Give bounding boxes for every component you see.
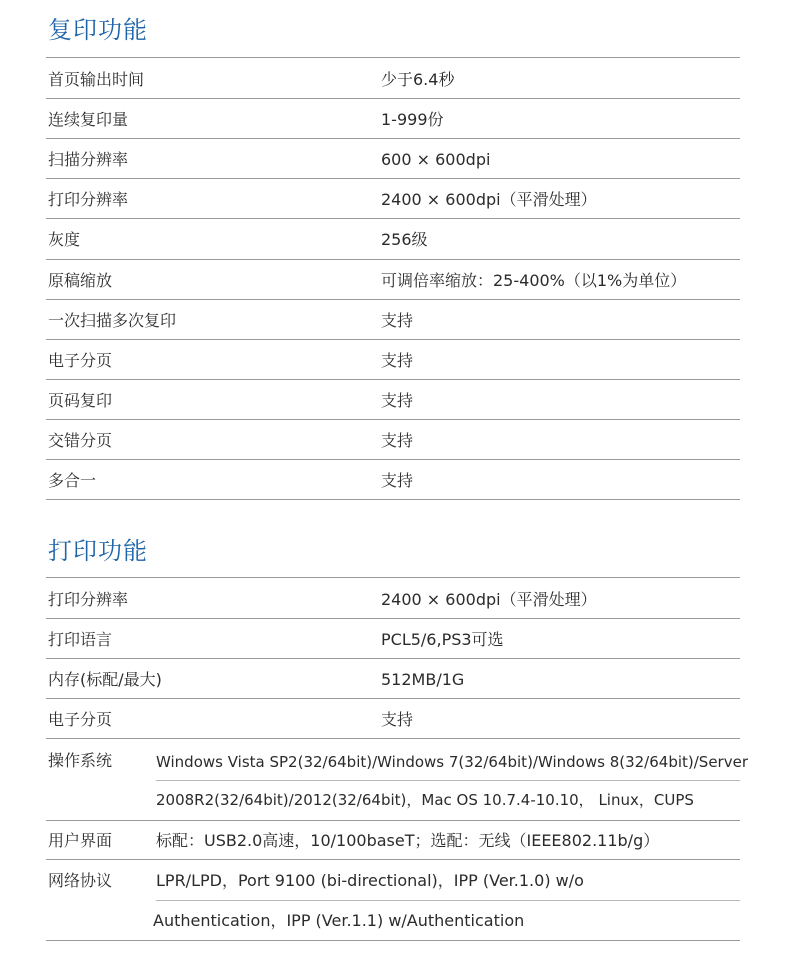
divider: [46, 459, 740, 460]
divider: [46, 379, 740, 380]
spec-label: 页码复印: [48, 390, 113, 410]
spec-value-network-line2: Authentication，IPP (Ver.1.1) w/Authentication: [153, 911, 525, 930]
spec-label: 多合一: [48, 471, 97, 490]
spec-value: 支持: [381, 390, 414, 410]
spec-value: 512MB/1G: [381, 670, 465, 689]
divider: [46, 138, 740, 139]
spec-value: 600 × 600dpi: [381, 150, 491, 170]
spec-label: 扫描分辨率: [48, 150, 129, 170]
divider: [46, 178, 740, 179]
spec-value: 1-999份: [381, 110, 444, 130]
divider: [46, 658, 740, 659]
divider: [46, 299, 740, 300]
divider: [46, 618, 740, 619]
spec-label-os: 操作系统: [48, 751, 113, 770]
spec-value-network-line1: LPR/LPD，Port 9100 (bi-directional)，IPP (Ver.1.0) w/o: [156, 871, 584, 890]
divider: [46, 577, 740, 578]
divider: [46, 218, 740, 219]
spec-label: 连续复印量: [48, 110, 129, 130]
spec-value: 可调倍率缩放：25-400%（以1%为单位）: [381, 270, 687, 290]
spec-value: 256级: [381, 230, 428, 250]
divider: [46, 98, 740, 99]
divider: [46, 499, 740, 500]
spec-value: 支持: [381, 471, 414, 490]
spec-value: 支持: [381, 710, 414, 729]
copy-section-title: 复印功能: [48, 16, 148, 44]
divider: [156, 780, 740, 781]
spec-label: 原稿缩放: [48, 270, 113, 290]
divider: [46, 820, 740, 821]
spec-label: 内存(标配/最大): [48, 670, 162, 689]
divider: [46, 940, 740, 941]
spec-value: 支持: [381, 350, 414, 370]
spec-value-os-line2: 2008R2(32/64bit)/2012(32/64bit)，Mac OS 10.7.4-10.10， Linux，CUPS: [156, 791, 694, 809]
divider: [46, 698, 740, 699]
divider: [46, 419, 740, 420]
divider: [156, 900, 740, 901]
spec-label: 一次扫描多次复印: [48, 310, 177, 330]
divider: [46, 859, 740, 860]
spec-label: 打印语言: [48, 630, 113, 649]
spec-label: 交错分页: [48, 430, 113, 450]
divider: [46, 339, 740, 340]
spec-value: 2400 × 600dpi（平滑处理）: [381, 190, 597, 210]
divider: [46, 738, 740, 739]
spec-label: 电子分页: [48, 350, 113, 370]
spec-label-network: 网络协议: [48, 871, 113, 890]
spec-value: 少于6.4秒: [381, 70, 455, 89]
spec-value: 支持: [381, 430, 414, 450]
spec-label: 首页输出时间: [48, 70, 145, 89]
spec-label: 打印分辨率: [48, 190, 129, 210]
divider: [46, 57, 740, 58]
divider: [46, 259, 740, 260]
spec-label: 灰度: [48, 230, 81, 250]
spec-value: 支持: [381, 310, 414, 330]
spec-label: 打印分辨率: [48, 590, 129, 609]
spec-label-ui: 用户界面: [48, 831, 113, 850]
spec-value: PCL5/6,PS3可选: [381, 630, 504, 649]
spec-label: 电子分页: [48, 710, 113, 729]
spec-value-os-line1: Windows Vista SP2(32/64bit)/Windows 7(32/64bit)/Windows 8(32/64bit)/Server: [156, 753, 748, 771]
print-section-title: 打印功能: [48, 537, 148, 565]
spec-value: 2400 × 600dpi（平滑处理）: [381, 590, 597, 609]
spec-value-ui: 标配：USB2.0高速，10/100baseT；选配：无线（IEEE802.11b/g）: [156, 831, 660, 850]
